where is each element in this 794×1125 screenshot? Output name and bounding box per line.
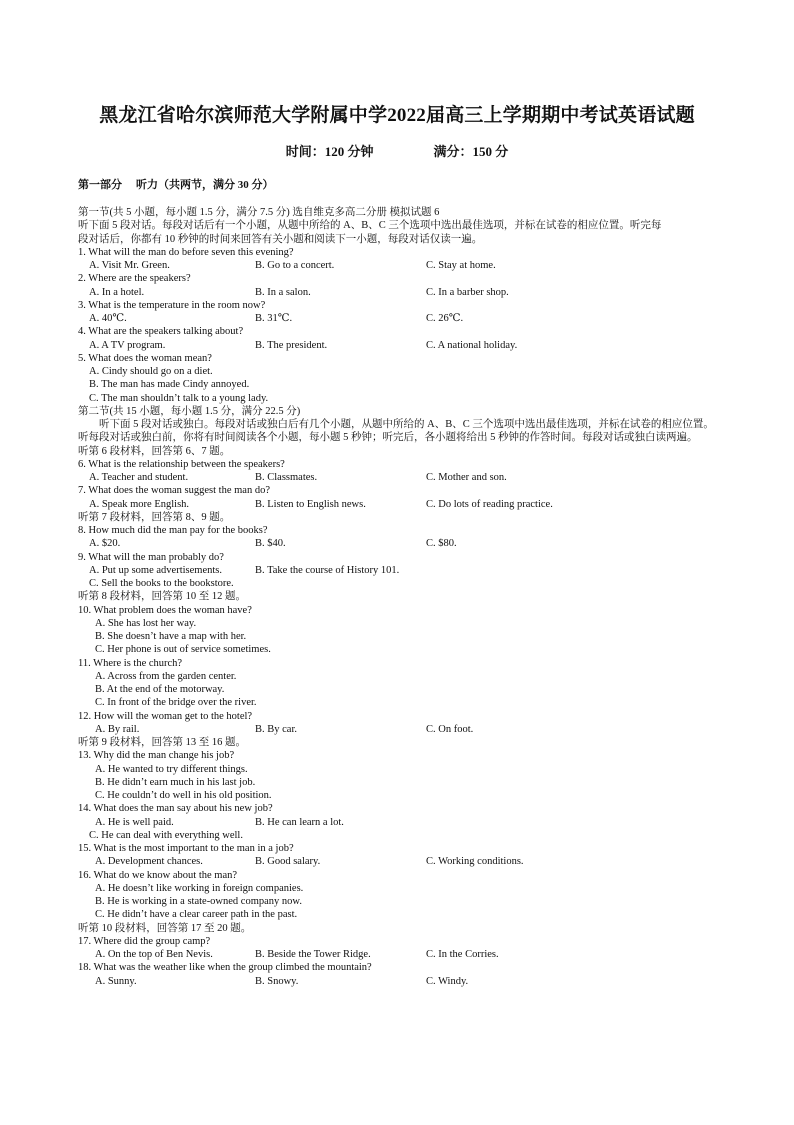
option-c: C. A national holiday.: [426, 339, 518, 351]
option-b: B. $40.: [255, 538, 286, 550]
part1-heading: [78, 176, 274, 192]
question-options: [78, 259, 718, 272]
option-b: B. He didn’t earn much in his last job.: [95, 776, 256, 788]
question-options: [78, 312, 718, 325]
option-c: C. Mother and son.: [426, 472, 507, 483]
question-stem: 4. What are the speakers talking about?: [78, 326, 244, 338]
section1-instruction-line2: 段对话后，你都有 10 秒钟的时间来回答有关小题和阅读下一小题，每段对话仅读一遍。: [78, 233, 483, 245]
question-options: [78, 816, 718, 829]
option-b: B. Take the course of History 101.: [255, 564, 400, 576]
option-a: A. Sunny.: [95, 975, 137, 987]
question-options: [78, 537, 718, 550]
option-c: C. He can deal with everything well.: [89, 829, 243, 841]
option-c: C. Do lots of reading practice.: [426, 498, 553, 510]
option-b: B. He can learn a lot.: [255, 816, 344, 828]
option-a: A. Development chances.: [95, 856, 203, 868]
option-b: B. She doesn’t have a map with her.: [95, 631, 247, 642]
option-b: B. Beside the Tower Ridge.: [255, 949, 371, 960]
part1-desc: 听力（共两节，满分 30 分）: [136, 179, 274, 191]
section2-heading: 第二节(共 15 小题，每小题 1.5 分，满分 22.5 分): [78, 405, 301, 417]
option-a: A. $20.: [89, 538, 121, 550]
material-heading: 听第 6 段材料，回答第 6、7 题。: [78, 445, 231, 457]
exam-title: 黑龙江省哈尔滨师范大学附属中学2022届高三上学期期中考试英语试题: [99, 105, 695, 126]
question-stem: 9. What will the man probably do?: [78, 551, 224, 563]
question-stem: 6. What is the relationship between the speakers?: [78, 458, 285, 470]
material-heading: 听第 8 段材料，回答第 10 至 12 题。: [78, 591, 246, 603]
option-c: C. The man shouldn’t talk to a young lady.: [89, 392, 269, 404]
option-c: C. Working conditions.: [426, 856, 524, 868]
option-a: A. Teacher and student.: [89, 472, 189, 483]
question-stem: 15. What is the most important to the man in a job?: [78, 843, 294, 854]
question-options: [78, 723, 718, 736]
option-a: A. Visit Mr. Green.: [89, 260, 170, 271]
listening-content: [78, 206, 718, 988]
exam-time: 时间：120 分钟: [285, 144, 374, 159]
option-c: C. Windy.: [426, 975, 469, 987]
question-stem: 14. What does the man say about his new job?: [78, 803, 273, 815]
question-stem: 10. What problem does the woman have?: [78, 604, 252, 616]
option-c: C. He didn’t have a clear career path in the past.: [95, 909, 298, 921]
option-c: C. He couldn’t do well in his old position.: [95, 790, 272, 801]
material-heading: 听第 10 段材料，回答第 17 至 20 题。: [78, 922, 252, 934]
option-a: A. On the top of Ben Nevis.: [95, 949, 213, 960]
question-options: [78, 498, 718, 511]
question-stem: 1. What will the man do before seven this evening?: [78, 246, 294, 258]
option-a: A. He doesn’t like working in foreign companies.: [95, 882, 304, 894]
question-stem: 7. What does the woman suggest the man do?: [78, 485, 270, 497]
question-stem: 17. Where did the group camp?: [78, 935, 211, 947]
option-a: A. She has lost her way.: [95, 617, 197, 629]
option-b: B. Good salary.: [255, 856, 321, 868]
section1-instruction-line1: 听下面 5 段对话。每段对话后有一个小题，从题中所给的 A、B、C 三个选项中选出最佳选项，并标在试卷的相应位置。听完每: [78, 220, 662, 232]
option-c: C. 26℃.: [426, 313, 464, 324]
question-options: [78, 855, 718, 868]
option-c: C. In front of the bridge over the river.: [95, 697, 257, 709]
option-a: A. Put up some advertisements.: [89, 564, 222, 576]
option-a: A. By rail.: [95, 723, 140, 735]
question-options: [78, 564, 718, 577]
option-c: C. $80.: [426, 538, 457, 550]
exam-meta: [0, 141, 794, 160]
part1-label: 第一部分: [78, 179, 122, 191]
full-score: 满分：150 分: [433, 144, 509, 159]
option-b: B. 31℃.: [255, 313, 293, 324]
material-heading: 听第 9 段材料，回答第 13 至 16 题。: [78, 737, 246, 748]
question-stem: 11. Where is the church?: [78, 657, 183, 669]
option-b: B. The man has made Cindy annoyed.: [89, 379, 250, 391]
question-stem: 8. How much did the man pay for the books?: [78, 525, 268, 536]
option-c: C. Stay at home.: [426, 260, 496, 271]
option-a: A. 40℃.: [89, 313, 127, 324]
option-c: C. In the Corries.: [426, 949, 499, 960]
option-b: B. The president.: [255, 339, 328, 351]
option-b: B. Snowy.: [255, 975, 299, 987]
question-stem: 16. What do we know about the man?: [78, 869, 238, 881]
question-stem: 18. What was the weather like when the group climbed the mountain?: [78, 962, 372, 974]
option-b: B. He is working in a state-owned company now.: [95, 896, 302, 907]
option-a: A. In a hotel.: [89, 286, 145, 298]
option-b: B. Listen to English news.: [255, 498, 366, 510]
question-stem: 13. Why did the man change his job?: [78, 750, 235, 762]
option-c: C. On foot.: [426, 723, 474, 735]
question-stem: 5. What does the woman mean?: [78, 352, 212, 364]
option-b: B. Go to a concert.: [255, 260, 335, 271]
section1-heading: 第一节(共 5 小题，每小题 1.5 分，满分 7.5 分) 选自维克多高二分册 模拟试题 6: [78, 207, 440, 218]
question-options: [78, 975, 718, 988]
option-a: A. Across from the garden center.: [95, 670, 237, 682]
option-b: B. At the end of the motorway.: [95, 684, 225, 695]
option-c: C. Sell the books to the bookstore.: [89, 578, 234, 589]
option-a: A. He wanted to try different things.: [95, 763, 248, 775]
question-options: [78, 339, 718, 352]
question-options: [78, 948, 718, 961]
material-heading: 听第 7 段材料，回答第 8、9 题。: [78, 511, 231, 523]
option-a: A. He is well paid.: [95, 816, 174, 828]
question-stem: 3. What is the temperature in the room now?: [78, 299, 266, 311]
option-b: B. By car.: [255, 723, 297, 735]
question-stem: 12. How will the woman get to the hotel?: [78, 710, 253, 722]
option-a: A. Cindy should go on a diet.: [89, 366, 213, 377]
section2-instruction: 听下面 5 段对话或独白。每段对话或独白后有几个小题，从题中所给的 A、B、C 三个选项中选出最佳选项，并标在试卷的相应位置。听每段对话或独白前，你将有时间阅读各个小题，每小题 5 秒钟；听完后，各小题将给出 5 秒钟的作答时间。每段对话或独白读两遍。: [78, 419, 714, 444]
option-a: A. Speak more English.: [89, 498, 190, 510]
option-b: B. In a salon.: [255, 286, 311, 298]
option-c: C. In a barber shop.: [426, 286, 509, 298]
option-c: C. Her phone is out of service sometimes.: [95, 644, 271, 656]
question-options: [78, 471, 718, 484]
question-options: [78, 286, 718, 299]
option-a: A. A TV program.: [89, 339, 166, 351]
option-b: B. Classmates.: [255, 472, 318, 483]
question-stem: 2. Where are the speakers?: [78, 273, 191, 285]
